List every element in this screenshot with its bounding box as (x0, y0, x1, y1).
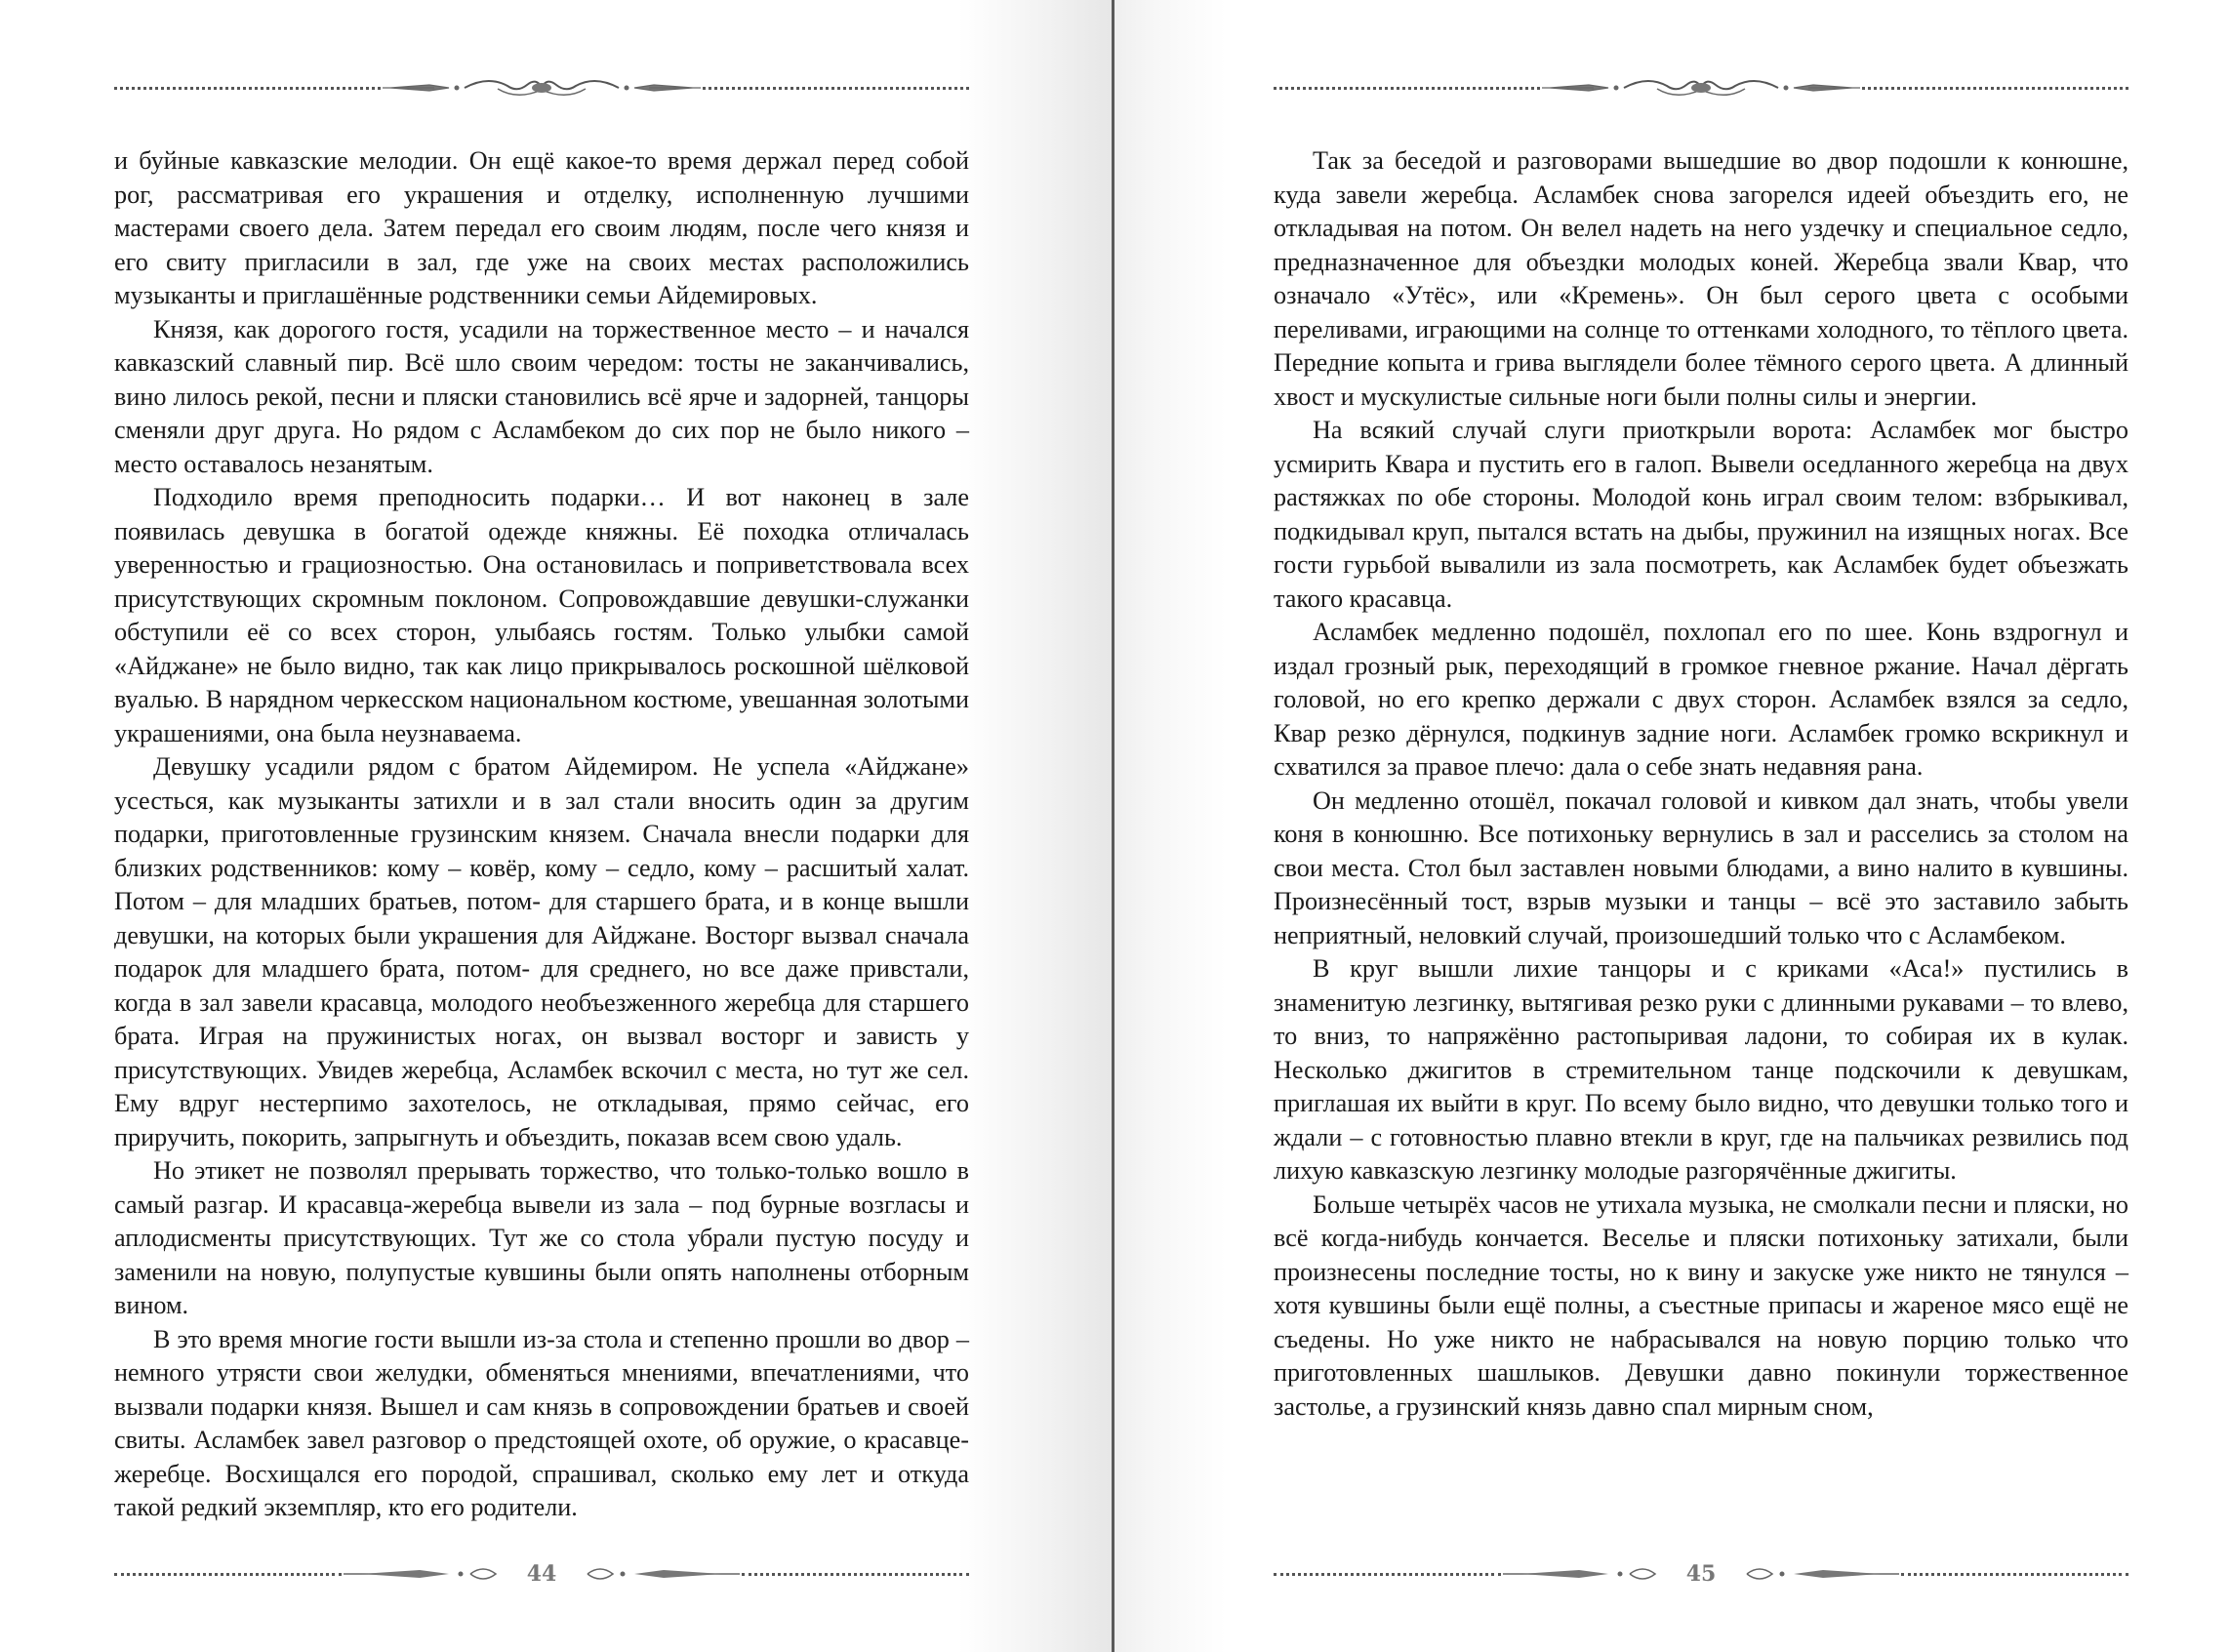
paragraph: В круг вышли лихие танцоры и с криками «Аса!» пустились в знаменитую лезгинку, вытягивая резко руки с длинными рукавами – то влево, то вниз, то напряжённо растопыривая ладони, то собирая их в кулак. Несколько джигитов в стремительном танце подскочили к девушкам, приглашая их выйти в круг. По всему было видно, что девушки только того и ждали – с готовностью плавно втекли в круг, где на пальчиках резвились под лихую кавказскую лезгинку молодые разгорячённые джигиты. (1274, 954, 2128, 1185)
flourish-ornament-icon (1735, 1559, 1901, 1589)
header-ornament (114, 73, 969, 102)
flourish-ornament-icon (576, 1559, 742, 1589)
dotted-rule (1274, 1573, 1501, 1576)
dotted-rule (1862, 87, 2128, 90)
flourish-ornament-icon (1501, 1559, 1667, 1589)
footer-ornament (1274, 1559, 2128, 1589)
dotted-rule (742, 1573, 969, 1576)
paragraph: Князя, как дорогого гостя, усадили на торжественное место – и начался кавказский славный пир. Всё шло своим чередом: тосты не заканчивались, вино лилось рекой, песни и пляски становились всё ярче и задорней, танцоры сменяли друг друга. Но рядом с Асламбеком до сих пор не было никого – место оставалось незанятым. (114, 314, 969, 478)
flourish-ornament-icon (342, 1559, 507, 1589)
paragraph: Больше четырёх часов не утихала музыка, не смолкали песни и пляски, но всё когда-нибудь кончается. Веселье и пляски потихоньку затихали, были произнесены последние тосты, но к вину и закуске уже никто не тянулся – хотя кувшины были ещё полны, а съестные припасы и жареное мясо ещё не съедены. Но уже никто не набрасывался на новую порцию только что приготовленных шашлыков. Девушки давно покинули торжественное застолье, а грузинский князь давно спал мирным сном, (1274, 1189, 2128, 1421)
paragraph: и буйные кавказские мелодии. Он ещё какое-то время держал перед собой рог, рассматривая его украшения и отделку, исполненную лучшими мастерами своего дела. Затем передал его своим людям, после чего князя и его свиту пригласили в зал, где уже на своих местах расположились музыканты и приглашённые родственники семьи Айдемировых. (114, 146, 969, 309)
paragraph: Так за беседой и разговорами вышедшие во двор подошли к конюшне, куда завели жеребца. Асламбек снова загорелся идеей объездить его, не откладывая на потом. Он велел надеть на него уздечку и специальное седло, предназначенное для объездки молодых коней. Жеребца звали Квар, что означало «Утёс», или «Кремень». Он был серого цвета с особыми переливами, играющими на солнце то оттенками холодного, то тёплого цвета. Передние копыта и грива выглядели более тёмного серого цвета. А длинный хвост и мускулистые сильные ноги были полны силы и энергии. (1274, 146, 2128, 411)
paragraph: В это время многие гости вышли из-за стола и степенно прошли во двор – немного утрясти свои желудки, обменяться мнениями, впечатлениями, что вызвали подарки князя. Вышел и сам князь в сопровождении братьев и своей свиты. Асламбек завел разговор о предстоящей охоте, об оружие, о красавце-жеребце. Восхищался его породой, спрашивал, сколько ему лет и откуда такой редкий экземпляр, кто его родители. (114, 1324, 969, 1521)
dotted-rule (114, 87, 381, 90)
dotted-rule (114, 1573, 342, 1576)
dotted-rule (703, 87, 969, 90)
paragraph: Подходило время преподносить подарки… И вот наконец в зале появилась девушка в богатой одежде княжны. Её походка отличалась уверенностью и грациозностью. Она остановилась и поприветствовала всех присутствующих скромным поклоном. Сопровождавшие девушки-служанки обступили её со всех сторон, улыбаясь гостям. Только улыбки самой «Айджане» не было видно, так как лицо прикрывалось роскошной шёлковой вуалью. В нарядном черкесском национальном костюме, увешанная золотыми украшениями, она была неузнаваема. (114, 483, 969, 747)
body-text (114, 144, 969, 1525)
left-page (0, 0, 1114, 1652)
right-page (1114, 0, 2229, 1652)
dotted-rule (1274, 87, 1540, 90)
flourish-ornament-icon (1540, 73, 1862, 102)
dotted-rule (1901, 1573, 2128, 1576)
header-ornament (1274, 73, 2128, 102)
paragraph: Но этикет не позволял прерывать торжество, что только-только вошло в самый разгар. И красавца-жеребца вывели из зала – под бурные возгласы и аплодисменты присутствующих. Тут же со стола убрали пустую посуду и заменили на новую, полупустые кувшины были опять наполнены отборным вином. (114, 1156, 969, 1319)
paragraph: На всякий случай слуги приоткрыли ворота: Асламбек мог быстро усмирить Квара и пустить его в галоп. Вывели оседланного жеребца на двух растяжках по обе стороны. Молодой конь играл своим телом: взбрыкивал, подкидывал круп, пытался встать на дыбы, пружинил на изящных ногах. Все гости гурьбой вывалили из зала посмотреть, как Асламбек будет объезжать такого красавца. (1274, 416, 2128, 613)
paragraph: Асламбек медленно подошёл, похлопал его по шее. Конь вздрогнул и издал грозный рык, переходящий в громкое гневное ржание. Начал дёргать головой, но его крепко держали с двух сторон. Асламбек взялся за седло, Квар резко дёрнулся, подкинув задние ноги. Асламбек громко вскрикнул и схватился за правое плечо: дала о себе знать недавняя рана. (1274, 618, 2128, 781)
page-number: 44 (526, 1561, 557, 1587)
paragraph: Он медленно отошёл, покачал головой и кивком дал знать, чтобы увели коня в конюшню. Все потихоньку вернулись в зал и расселись за столом на свои места. Стол был заставлен новыми блюдами, а вино налито в кувшины. Произнесённый тост, взрыв музыки и танцы – всё это заставило забыть неприятный, неловкий случай, произошедший только что с Асламбеком. (1274, 786, 2128, 949)
paragraph: Девушку усадили рядом с братом Айдемиром. Не успела «Айджане» усесться, как музыканты затихли и в зал стали вносить один за другим подарки, приготовленные грузинским князем. Сначала внесли подарки для близких родственников: кому – ковёр, кому – седло, кому – расшитый халат. Потом – для младших братьев, потом- для старшего брата, и в конце вышли девушки, на которых были украшения для Айджане. Восторг вызвал сначала подарок для младшего брата, потом- для среднего, но все даже привстали, когда в зал завели красавца, молодого необъезженного жеребца для старшего брата. Играя на пружинистых ногах, он вызвал восторг и зависть у присутствующих. Увидев жеребца, Асламбек вскочил с места, но тут же сел. Ему вдруг нестерпимо захотелось, не откладывая, прямо сейчас, его приручить, покорить, запрыгнуть и объездить, показав всем свою удаль. (114, 752, 969, 1151)
footer-ornament (114, 1559, 969, 1589)
flourish-ornament-icon (381, 73, 703, 102)
page-number: 45 (1685, 1561, 1717, 1587)
body-text (1274, 144, 2128, 1424)
